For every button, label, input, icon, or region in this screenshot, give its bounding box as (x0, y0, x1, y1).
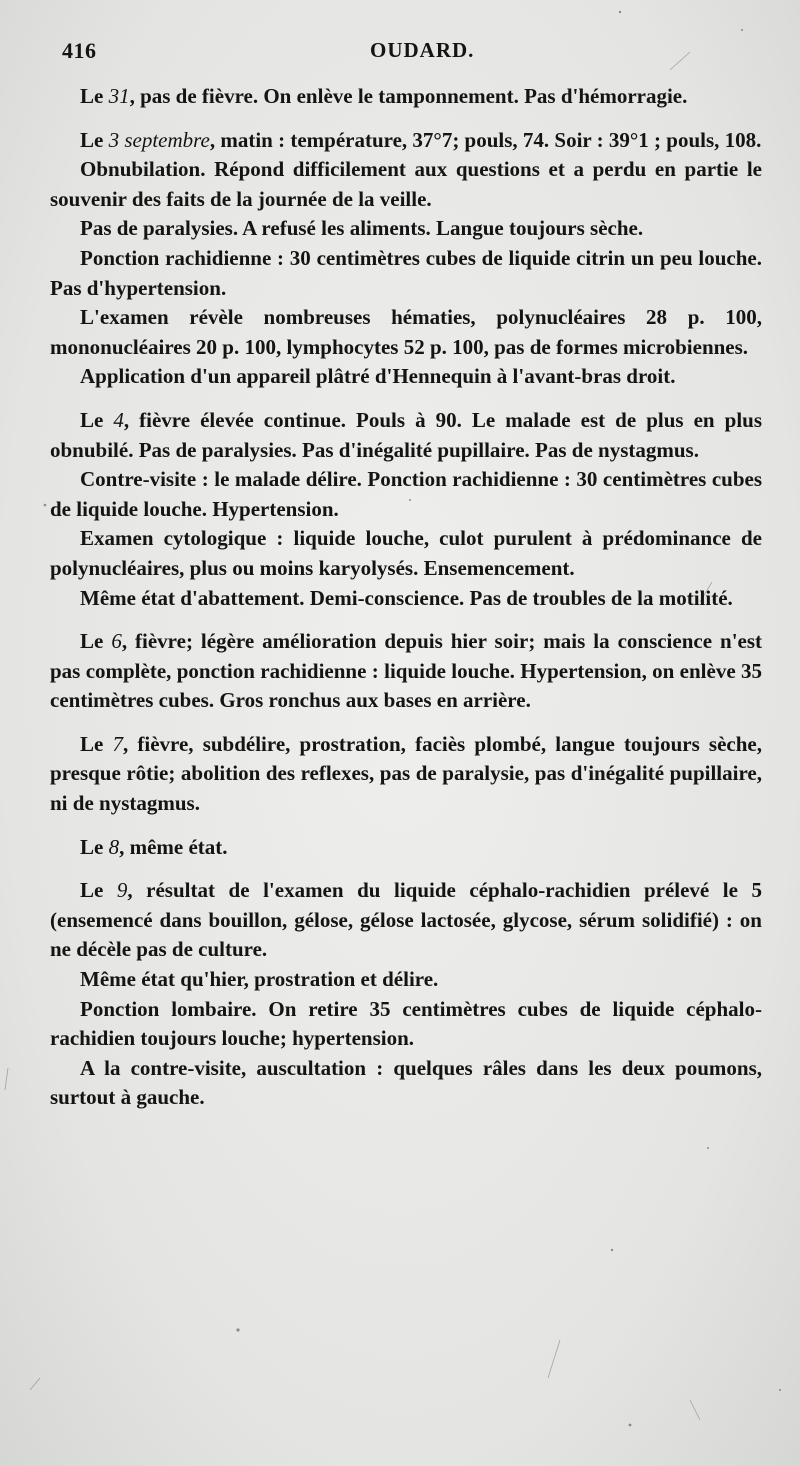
date-label: 9 (116, 878, 128, 903)
date-label: 7 (112, 731, 123, 756)
paragraph: A la contre-visite, auscultation : quelques râles dans les deux poumons, surtout à gauche. (50, 1055, 762, 1110)
paragraph: L'examen révèle nombreuses hématies, polynucléaires 28 p. 100, mononucléaires 20 p. 100, lymphocytes 52 p. 100, pas de formes microbiennes. (50, 305, 762, 359)
running-head: OUDARD. (370, 38, 475, 62)
paragraph-31: Le 31, pas de fièvre. On enlève le tamponnement. Pas d'hémorragie. (80, 84, 688, 108)
paragraph: Application d'un appareil plâtré d'Hennequin à l'avant-bras droit. (80, 364, 676, 389)
paragraph-8: Le 8, même état. (80, 834, 228, 859)
date-label: 31 (108, 84, 130, 108)
paragraph: Contre-visite : le malade délire. Ponction rachidienne : 30 centimètres cubes de liquide louche. Hypertension. (50, 467, 762, 521)
paragraph-7: Le 7, fièvre, subdélire, prostration, faciès plombé, langue toujours sèche, presque rôtie; abolition des reflexes, pas de paralysie, pas d'inégalité pupillaire, ni de nystagmus. (50, 731, 762, 816)
date-label: 8 (108, 834, 120, 859)
paragraph-6: Le 6, fièvre; légère amélioration depuis hier soir; mais la conscience n'est pas complète, ponction rachidienne : liquide louche. Hypertension, on enlève 35 centimètres cubes. Gros ronchus aux bases en arrière. (50, 629, 763, 713)
paragraph: Ponction lombaire. On retire 35 centimètres cubes de liquide céphalo-rachidien toujours louche; hypertension. (50, 996, 762, 1051)
paragraph: Même état d'abattement. Demi-conscience. Pas de troubles de la motilité. (80, 585, 733, 610)
paragraph-9: Le 9, résultat de l'examen du liquide céphalo-rachidien prélevé le 5 (ensemencé dans bouillon, gélose, gélose lactosée, glycose, sérum solidifié) : on ne décèle pas de culture. (50, 878, 762, 962)
date-label: 6 (111, 629, 122, 654)
paragraph-4: Le 4, fièvre élevée continue. Pouls à 90. Le malade est de plus en plus obnubilé. Pas de paralysies. Pas d'inégalité pupillaire. Pas de nystagmus. (50, 407, 763, 462)
paragraph: Pas de paralysies. A refusé les aliments. Langue toujours sèche. (80, 216, 644, 241)
paragraph: Même état qu'hier, prostration et délire. (80, 967, 439, 992)
paragraph: Examen cytologique : liquide louche, culot purulent à prédominance de polynucléaires, plus ou moins karyolysés. Ensemencement. (50, 526, 762, 580)
body-text (50, 82, 762, 1113)
page-number: 416 (62, 38, 97, 63)
paragraph: Obnubilation. Répond difficilement aux questions et a perdu en partie le souvenir des faits de la journée de la veille. (50, 157, 762, 211)
date-label: 3 septembre (108, 127, 210, 152)
date-label: 4 (113, 407, 124, 432)
page-header (62, 38, 760, 68)
paragraph-3-septembre: Le 3 septembre, matin : température, 37°7; pouls, 74. Soir : 39°1 ; pouls, 108. (80, 127, 762, 152)
paragraph: Ponction rachidienne : 30 centimètres cubes de liquide citrin un peu louche. Pas d'hypertension. (50, 245, 762, 300)
